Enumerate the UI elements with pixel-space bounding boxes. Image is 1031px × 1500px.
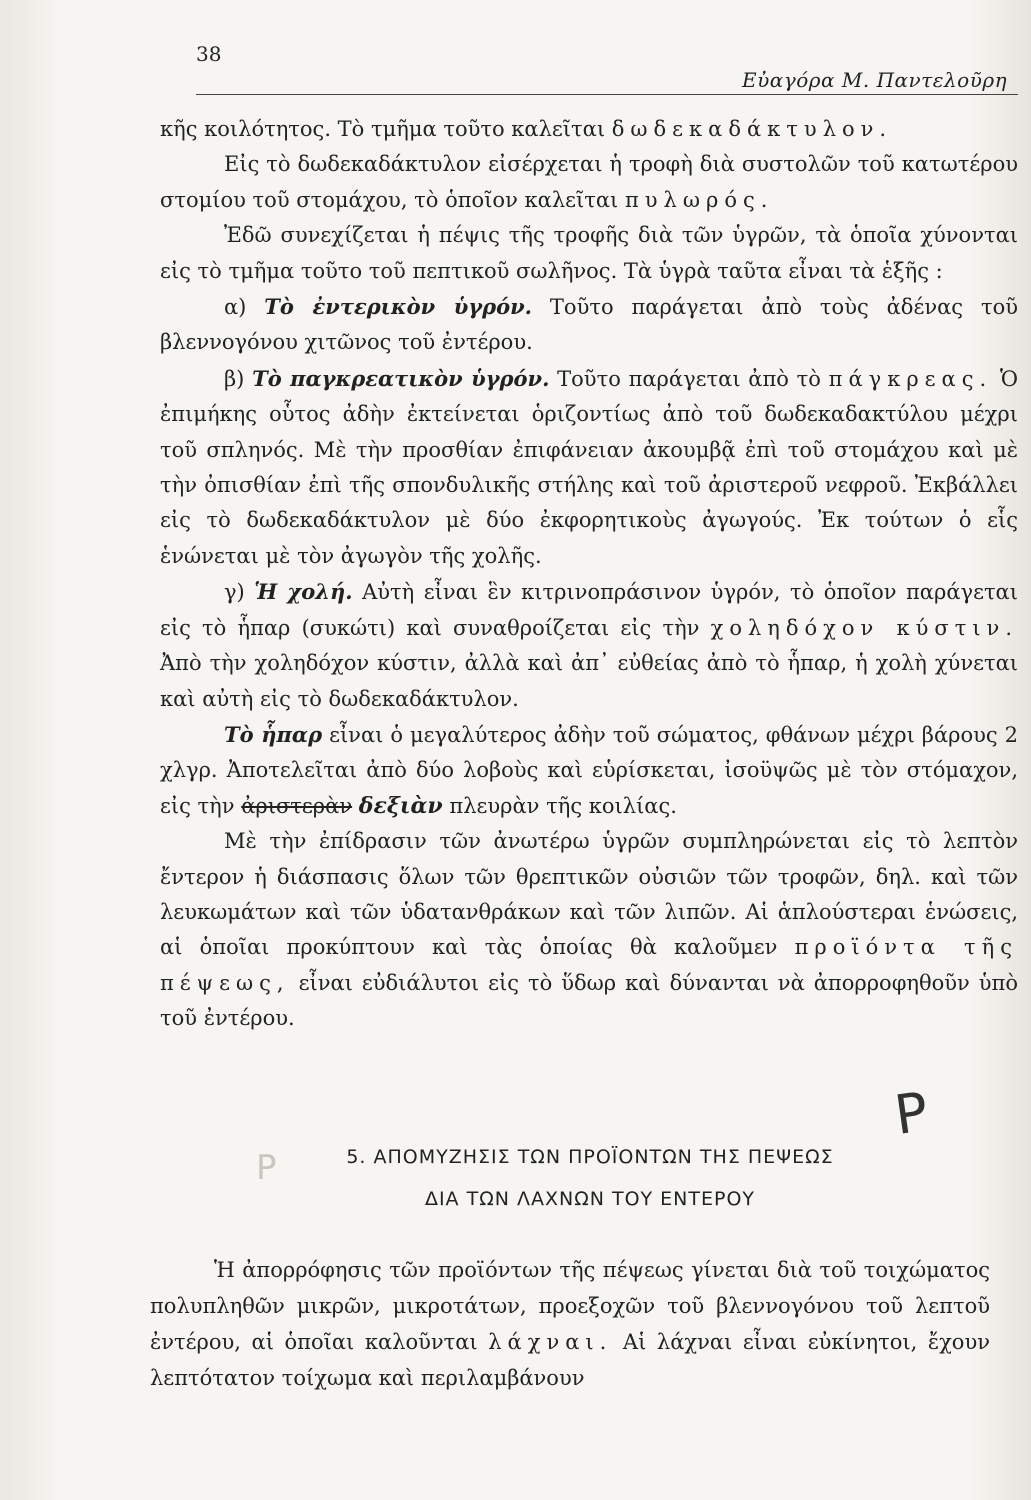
item-text: Τοῦτο παράγεται ἀπὸ τοὺς ἀδένας τοῦ βλεννογόνου χιτῶνος τοῦ ἐντέρου.: [160, 295, 1018, 355]
spaced-term: λάχναι.: [488, 1330, 613, 1354]
paragraph-liver: [160, 717, 1018, 824]
item-title: Τὸ ἧπαρ: [224, 721, 323, 747]
item-label: γ): [224, 580, 245, 605]
section-heading: [290, 1136, 890, 1220]
item-c: [160, 574, 1018, 717]
spaced-term: δωδεκαδάκτυλον.: [611, 117, 893, 141]
struck-word: ἀριστερὰν: [241, 793, 353, 818]
paragraph-text: κῆς κοιλότητος. Τὸ τμῆμα τοῦτο καλεῖται: [160, 117, 606, 141]
item-label: β): [224, 366, 245, 391]
spaced-term: πάγκρεας.: [828, 366, 993, 391]
body-text: [160, 112, 1018, 1037]
handwritten-margin-mark: Ρ: [890, 1080, 932, 1147]
paragraph-text: Ἡ ἀπορρόφησις τῶν προϊόντων τῆς πέψεως γίνεται διὰ τοῦ τοιχώματος πολυπληθῶν μικρῶν, μικροτάτων, προεξοχῶν τοῦ βλεννογόνου τοῦ λεπτοῦ ἐντέρου, αἱ ὁποῖαι καλοῦνται: [150, 1258, 990, 1354]
item-b: [160, 361, 1018, 574]
spaced-term: χοληδόχον κύστιν.: [710, 615, 1018, 640]
header-rule: [196, 94, 1018, 95]
item-text: Αὐτὴ εἶναι ἓν κιτρινοπράσινον ὑγρόν, τὸ ὁποῖον παράγεται εἰς τὸ ἧπαρ (συκώτι) καὶ συναθροίζεται εἰς τὴν: [160, 580, 1018, 640]
handwritten-correction: δεξιὰν: [358, 792, 443, 819]
paragraph-text: Εἰς τὸ δωδεκαδάκτυλον εἰσέρχεται ἡ τροφὴ διὰ συστολῶν τοῦ κατωτέρου στομίου τοῦ στομάχου, τὸ ὁποῖον καλεῖται: [160, 152, 1018, 212]
section-heading-line-1: 5. ΑΠΟΜΥΖΗΣΙΣ ΤΩΝ ΠΡΟΪΟΝΤΩΝ ΤΗΣ ΠΕΨΕΩΣ: [346, 1146, 834, 1168]
paragraph-text: Ἐδῶ συνεχίζεται ἡ πέψις τῆς τροφῆς διὰ τῶν ὑγρῶν, τὰ ὁποῖα χύνονται εἰς τὸ τμῆμα τοῦτο τοῦ πεπτικοῦ σωλῆνος. Τὰ ὑγρὰ ταῦτα εἶναι τὰ ἑξῆς :: [160, 223, 1018, 283]
item-title: Τὸ ἐντερικὸν ὑγρόν.: [264, 294, 532, 320]
paragraph-1: [160, 112, 1018, 147]
item-a: [160, 289, 1018, 361]
item-text: Ὁ ἐπιμήκης οὗτος ἀδὴν ἐκτείνεται ὁριζοντίως ἀπὸ τοῦ δωδεκαδακτύλου μέχρι τοῦ σπληνός. Μὲ τὴν προσθίαν ἐπιφάνειαν ἀκουμβᾷ ἐπὶ τοῦ στομάχου καὶ μὲ τὴν ὀπισθίαν ἐπὶ τῆς σπονδυλικῆς στήλης καὶ τοῦ ἀριστεροῦ νεφροῦ. Ἐκβάλλει εἰς τὸ δωδεκαδάκτυλον μὲ δύο ἐκφορητικοὺς ἀγωγούς. Ἐκ τούτων ὁ εἷς ἑνώνεται μὲ τὸν ἀγωγὸν τῆς χολῆς.: [160, 366, 1018, 568]
section-heading-line-2: ΔΙΑ ΤΩΝ ΛΑΧΝΩΝ ΤΟΥ ΕΝΤΕΡΟΥ: [424, 1188, 756, 1210]
section-paragraph: [150, 1252, 990, 1396]
item-title: Τὸ παγκρεατικὸν ὑγρόν.: [252, 365, 550, 391]
paragraph-text: Αἱ λάχναι εἶναι εὐκίνητοι, ἔχουν λεπτότατον τοίχωμα καὶ περιλαμβάνουν: [150, 1330, 990, 1390]
paragraph-text: πλευρὰν τῆς κοιλίας.: [449, 793, 677, 818]
item-label: α): [224, 295, 247, 320]
section-body: [150, 1252, 990, 1396]
faint-margin-mark: Ρ: [256, 1148, 277, 1188]
spaced-term: προϊόντα τῆς πέψεως,: [160, 935, 1018, 995]
running-head: Εὐαγόρα Μ. Παντελοῦρη: [742, 68, 1008, 92]
paragraph-text: εἶναι ὁ μεγαλύτερος ἀδὴν τοῦ σώματος, φθάνων μέχρι βάρους 2 χλγρ. Ἀποτελεῖται ἀπὸ δύο λοβοὺς καὶ εὑρίσκεται, ἰσοϋψῶς μὲ τὸν στόμαχον, εἰς τὴν: [160, 722, 1018, 818]
item-text: Ἀπὸ τὴν χοληδόχον κύστιν, ἀλλὰ καὶ ἀπ᾽ εὐθείας ἀπὸ τὸ ἧπαρ, ἡ χολὴ χύνεται καὶ αὐτὴ εἰς τὸ δωδεκαδάκτυλον.: [160, 651, 1018, 711]
spaced-term: πυλωρός.: [624, 187, 774, 212]
paragraph-4: [160, 824, 1018, 1036]
item-title: Ἡ χολή.: [254, 579, 353, 605]
page-number: 38: [196, 42, 222, 66]
paragraph-text: εἶναι εὐδιάλυτοι εἰς τὸ ὕδωρ καὶ δύνανται νὰ ἀπορροφηθοῦν ὑπὸ τοῦ ἐντέρου.: [160, 970, 1018, 1031]
paragraph-3: [160, 218, 1018, 289]
item-text: Τοῦτο παράγεται ἀπὸ τὸ: [557, 366, 821, 391]
paragraph-text: Μὲ τὴν ἐπίδρασιν τῶν ἀνωτέρω ὑγρῶν συμπληρώνεται εἰς τὸ λεπτὸν ἔντερον ἡ διάσπασις ὅλων τῶν θρεπτικῶν οὐσιῶν τῶν τροφῶν, δηλ. καὶ τῶν λευκωμάτων καὶ τῶν ὑδατανθράκων καὶ τῶν λιπῶν. Αἱ ἁπλούστεραι ἑνώσεις, αἱ ὁποῖαι προκύπτουν καὶ τὰς ὁποίας θὰ καλοῦμεν: [160, 829, 1018, 960]
paragraph-2: [160, 147, 1018, 218]
